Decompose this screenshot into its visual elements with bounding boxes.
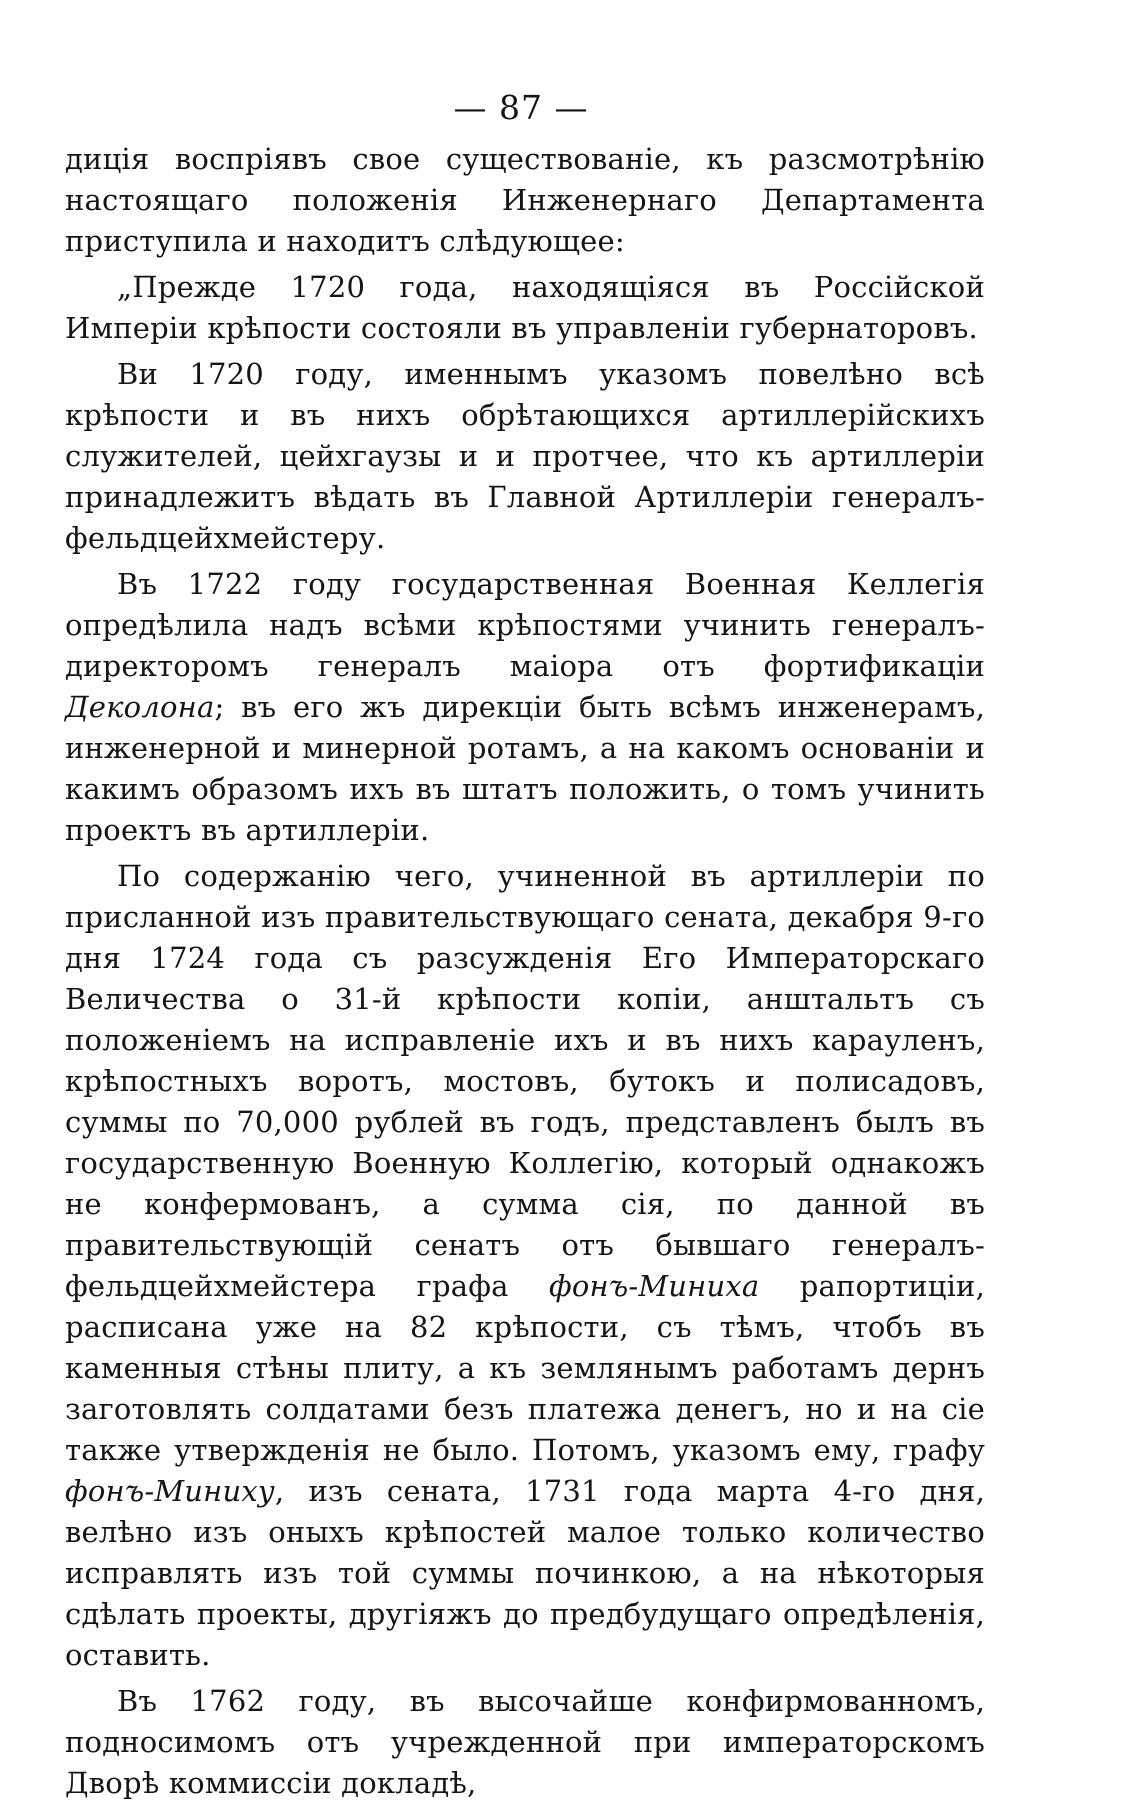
paragraph-before-1720	[65, 267, 985, 349]
italic-name: Деколона	[65, 690, 215, 724]
paragraph-1724	[65, 856, 985, 1676]
paragraph-text: По содержанію чего, учиненной въ артиллеріи по присланной изъ правительствующаго сената, декабря 9-го дня 1724 года съ разсужденія Его Императорскаго Величества о 31-й крѣпости копіи, анштальтъ съ положеніемъ на исправленіе ихъ и въ нихъ карауленъ, крѣпостныхъ воротъ, мостовъ, бутокъ и полисадовъ, суммы по 70,000 рублей въ годъ, представленъ былъ въ государственную Военную Коллегію, который однакожъ не конфермованъ, а сумма сія, по данной въ правительствующій сенатъ отъ бывшаго генералъ-фельдцейхмейстера графа	[65, 859, 985, 1303]
paragraph-text: рапортиціи, расписана уже на 82 крѣпости, съ тѣмъ, чтобъ въ каменныя стѣны плиту, а къ землянымъ работамъ дернъ заготовлять солдатами безъ платежа денегъ, но и на сіе также утвержденія не было. Потомъ, указомъ ему, графу	[65, 1269, 986, 1467]
paragraph-intro	[65, 139, 985, 262]
paragraph-text: Ви 1720 году, именнымъ указомъ повелѣно всѣ крѣпости и въ нихъ обрѣтающихся артиллерійскихъ служителей, цейхгаузы и и протчее, что къ артиллеріи принадлежитъ вѣдать въ Главной Артиллеріи генералъ-фельдцейхмейстеру.	[65, 357, 985, 555]
paragraph-text: , изъ сената, 1731 года марта 4-го дня, велѣно изъ оныхъ крѣпостей малое только количество исправлять изъ той суммы починкою, а на нѣкоторыя сдѣлать проекты, другіяжъ до предбудущаго опредѣленія, оставить.	[65, 1474, 985, 1672]
paragraph-text: Въ 1762 году, въ высочайше конфирмованномъ, подносимомъ отъ учрежденной при императорскомъ Дворѣ коммиссіи докладѣ,	[65, 1684, 985, 1800]
book-page	[65, 82, 985, 1809]
page-number: — 87 —	[453, 88, 589, 127]
page-body	[65, 139, 985, 1804]
paragraph-1762	[65, 1681, 985, 1804]
paragraph-text: диція воспріявъ свое существованіе, къ разсмотрѣнію настоящаго положенія Инженернаго Департамента приступила и находитъ слѣдующее:	[65, 142, 985, 258]
italic-name: фонъ-Миниха	[548, 1269, 760, 1303]
paragraph-1722	[65, 564, 985, 851]
paragraph-1720	[65, 354, 985, 559]
paragraph-text: ; въ его жъ дирекціи быть всѣмъ инженерамъ, инженерной и минерной ротамъ, а на какомъ основаніи и какимъ образомъ ихъ въ штатъ положить, о томъ учинить проектъ въ артиллеріи.	[65, 690, 985, 847]
paragraph-text: „Прежде 1720 года, находящіяся въ Россійской Имперіи крѣпости состояли въ управленіи губернаторовъ.	[65, 270, 985, 345]
italic-name: фонъ-Миниху	[65, 1474, 275, 1508]
paragraph-text: Въ 1722 году государственная Военная Келлегія опредѣлила надъ всѣми крѣпостями учинить генералъ-директоромъ генералъ маіора отъ фортификаціи	[65, 567, 985, 683]
